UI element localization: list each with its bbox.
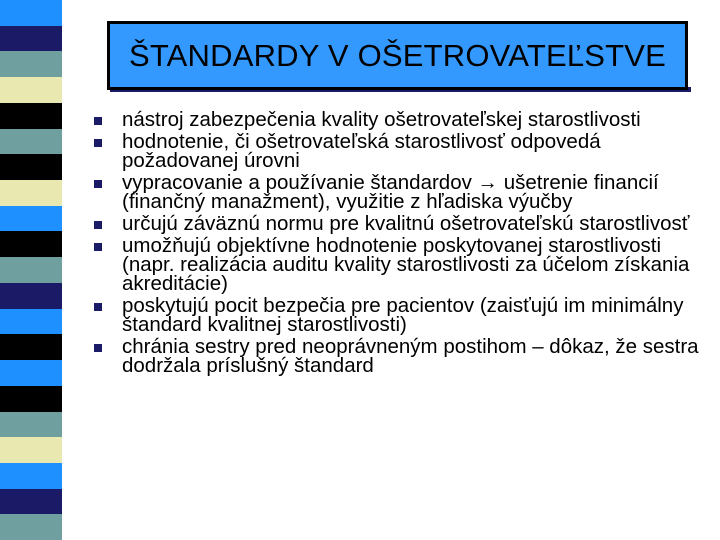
stripe-segment [0,257,62,283]
square-bullet-icon [94,139,102,147]
stripe-segment [0,334,62,360]
stripe-segment [0,154,62,180]
bullet-text: vypracovanie a používanie štandardov → ušetrenie financií (finančný manažment), využitie z hľadiska výučby [122,171,659,213]
stripe-segment [0,0,62,26]
square-bullet-icon [94,243,102,251]
decorative-stripe [0,0,62,540]
title-box [107,21,688,90]
stripe-segment [0,309,62,335]
stripe-segment [0,206,62,232]
stripe-segment [0,51,62,77]
stripe-segment [0,360,62,386]
stripe-segment [0,103,62,129]
stripe-segment [0,463,62,489]
bullet-text: hodnotenie, či ošetrovateľská starostlivosť odpovedá požadovanej úrovni [122,130,601,172]
bullet-text: určujú záväznú normu pre kvalitnú ošetrovateľskú starostlivosť [122,212,690,235]
stripe-segment [0,180,62,206]
stripe-segment [0,514,62,540]
square-bullet-icon [94,180,102,188]
bullet-item [90,236,710,293]
stripe-segment [0,437,62,463]
bullet-item [90,214,710,233]
bullet-list [90,110,710,378]
slide-title: ŠTANDARDY V OŠETROVATEĽSTVE [128,37,667,73]
stripe-segment [0,26,62,52]
square-bullet-icon [94,117,102,125]
square-bullet-icon [94,303,102,311]
bullet-text: chránia sestry pred neoprávneným postihom – dôkaz, že sestra dodržala príslušný štandard [122,335,699,377]
bullet-text: umožňujú objektívne hodnotenie poskytovanej starostlivosti (napr. realizácia auditu kvality starostlivosti za účelom získania akreditácie) [122,234,690,295]
bullet-item [90,110,710,129]
stripe-segment [0,412,62,438]
stripe-segment [0,386,62,412]
stripe-segment [0,283,62,309]
bullet-item [90,337,710,375]
stripe-segment [0,77,62,103]
stripe-segment [0,129,62,155]
stripe-segment [0,231,62,257]
stripe-segment [0,489,62,515]
square-bullet-icon [94,344,102,352]
bullet-text: nástroj zabezpečenia kvality ošetrovateľskej starostlivosti [122,108,641,131]
bullet-item [90,173,710,211]
bullet-text: poskytujú pocit bezpečia pre pacientov (zaisťujú im minimálny štandard kvalitnej starostlivosti) [122,294,684,336]
square-bullet-icon [94,221,102,229]
bullet-item [90,132,710,170]
bullet-item [90,296,710,334]
